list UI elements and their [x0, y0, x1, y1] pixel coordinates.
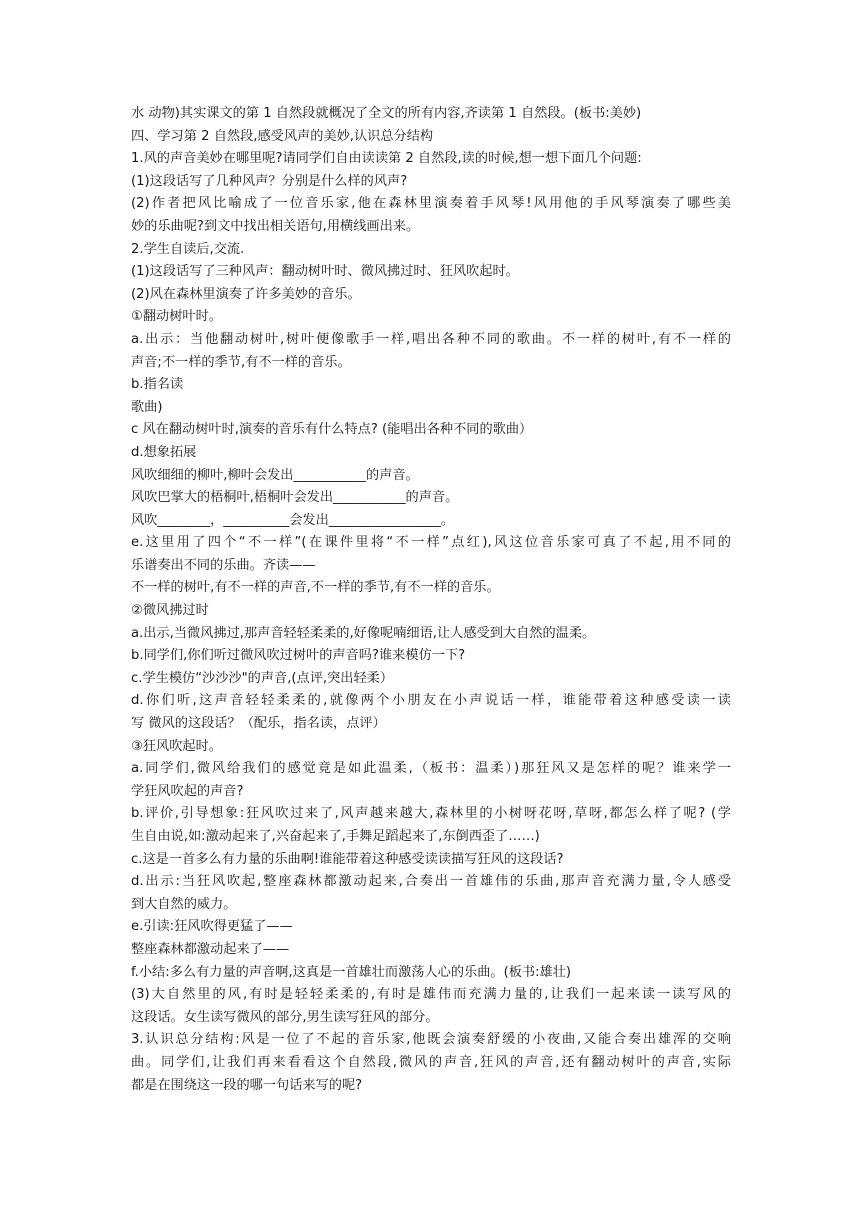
- text-line: 3.认识总分结构:风是一位了不起的音乐家,他既会演奏舒缓的小夜曲,又能合奏出雄浑的交响: [131, 1032, 731, 1048]
- text-line: 这段话。女生读写微风的部分,男生读写狂风的部分。: [131, 1009, 439, 1025]
- text-line: e.这里用了四个“不一样”(在课件里将“不一样”点红),风这位音乐家可真了不起,用不同的: [131, 535, 731, 551]
- text-line: b.指名读: [131, 377, 184, 393]
- text-line: (1)这段话写了几种风声？分别是什么样的风声?: [131, 173, 408, 189]
- text-line: e.引读:狂风吹得更猛了——: [131, 919, 293, 935]
- text-line: (1)这段话写了三种风声：翻动树叶时、微风拂过时、狂风吹起时。: [131, 264, 519, 280]
- text-line: 写 微风的这段话？（配乐，指名读，点评）: [131, 716, 386, 732]
- text-line: 乐谱奏出不同的乐曲。齐读——: [131, 557, 316, 573]
- text-line: (2)作者把风比喻成了一位音乐家,他在森林里演奏着手风琴!风用他的手风琴演奏了哪些美: [131, 196, 731, 212]
- text-line: c 风在翻动树叶时,演奏的音乐有什么特点? (能唱出各种不同的歌曲）: [131, 422, 533, 438]
- text-line: d.你们听,这声音轻轻柔柔的,就像两个小朋友在小声说话一样，谁能带着这种感受读一读: [131, 693, 731, 709]
- document-body: [131, 103, 731, 1097]
- section-heading: 四、学习第 2 自然段,感受风声的美妙,认识总分结构: [131, 128, 434, 144]
- text-line: d.想象拓展: [131, 444, 197, 460]
- text-line: 不一样的树叶,有不一样的声音,不一样的季节,有不一样的音乐。: [131, 580, 500, 596]
- text-line: 声音;不一样的季节,有不一样的音乐。: [131, 354, 351, 370]
- text-line: 歌曲): [131, 399, 163, 415]
- text-line: 到大自然的威力。: [131, 896, 237, 912]
- text-line: a.出示：当他翻动树叶,树叶便像歌手一样,唱出各种不同的歌曲。不一样的树叶,有不一样的: [131, 331, 731, 347]
- text-line: (2)风在森林里演奏了许多美妙的音乐。: [131, 286, 361, 302]
- text-line: b.同学们,你们听过微风吹过树叶的声音吗?谁来模仿一下?: [131, 648, 466, 664]
- text-line: 风吹________，__________会发出_________________。: [131, 512, 455, 528]
- text-line: 学狂风吹起的声音?: [131, 783, 244, 799]
- text-line: ①翻动树叶时。: [131, 309, 222, 325]
- text-line: d.出示:当狂风吹起,整座森林都激动起来,合奏出一首雄伟的乐曲,那声音充满力量,令人感受: [131, 874, 731, 890]
- text-line: a.同学们,微风给我们的感觉竟是如此温柔,（板书：温柔）)那狂风又是怎样的呢？谁来学一: [131, 761, 731, 777]
- text-line: (3)大自然里的风,有时是轻轻柔柔的,有时是雄伟而充满力量的,让我们一起来读一读写风的: [131, 987, 731, 1003]
- text-line: c.学生模仿“沙沙沙"的声音,(点评,突出轻柔）: [131, 670, 394, 686]
- text-line: b.评价,引导想象:狂风吹过来了,风声越来越大,森林里的小树呀花呀,草呀,都怎么样了呢? (学: [131, 806, 731, 822]
- text-line: ③狂风吹起时。: [131, 738, 222, 754]
- text-line: ②微风拂过时: [131, 603, 209, 619]
- text-line: 妙的乐曲呢?到文中找出相关语句,用横线画出来。: [131, 218, 420, 234]
- text-line: 2.学生自读后,交流.: [131, 241, 245, 257]
- text-line: c.这是一首多么有力量的乐曲啊!谁能带着这种感受读读描写狂风的这段话?: [131, 851, 564, 867]
- text-line: f.小结:多么有力量的声音啊,这真是一首雄壮而激荡人心的乐曲。(板书:雄壮): [131, 964, 572, 980]
- text-line: a.出示,当微风拂过,那声音轻轻柔柔的,好像呢喃细语,让人感受到大自然的温柔。: [131, 625, 596, 641]
- text-line: 1.风的声音美妙在哪里呢?请同学们自由读读第 2 自然段,读的时候,想一想下面几个问题:: [131, 151, 642, 167]
- text-line: 水 动物)其实课文的第 1 自然段就概况了全文的所有内容,齐读第 1 自然段。(板书:美妙): [131, 106, 642, 121]
- text-line: 整座森林都激动起来了——: [131, 941, 290, 957]
- text-line: 风吹细细的柳叶,柳叶会发出___________的声音。: [131, 467, 419, 483]
- text-line: 风吹巴掌大的梧桐叶,梧桐叶会发出___________的声音。: [131, 490, 459, 506]
- text-line: 都是在围绕这一段的哪一句话来写的呢?: [131, 1077, 363, 1093]
- text-line: 生自由说,如:激动起来了,兴奋起来了,手舞足蹈起来了,东倒西歪了……): [131, 829, 540, 844]
- text-line: 曲。同学们,让我们再来看看这个自然段,微风的声音,狂风的声音,还有翻动树叶的声音,实际: [131, 1054, 731, 1070]
